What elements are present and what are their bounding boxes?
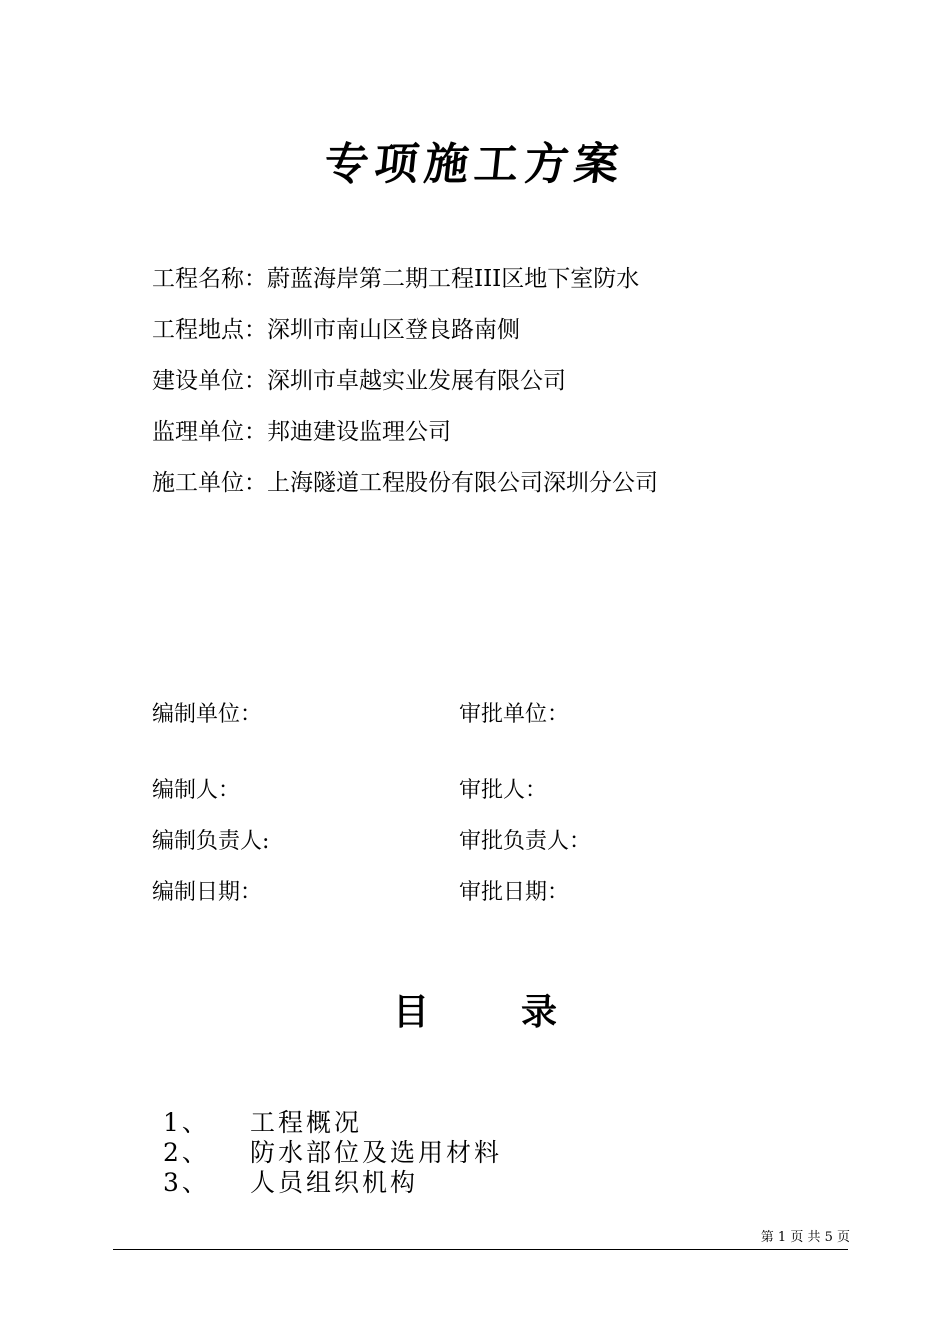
info-value: 蔚蓝海岸第二期工程III区地下室防水 [267,266,640,292]
toc-item-text: 工程概况 [250,1108,363,1137]
compile-lead-label: 编制负责人: [152,829,270,854]
info-row-supervision-unit [152,415,658,466]
toc-item-text: 人员组织机构 [250,1168,419,1197]
project-info-list [152,262,658,517]
info-label: 工程名称： [152,266,267,292]
info-label: 监理单位： [152,419,267,445]
signature-row-person [152,774,802,808]
info-row-client-unit [152,364,658,415]
signature-row-unit [152,698,802,732]
info-row-project-name [152,262,658,313]
toc-item-number: 3、 [163,1168,210,1197]
info-value: 邦迪建设监理公司 [267,419,451,445]
page-number: 第 1 页 共 5 页 [760,1230,850,1245]
info-row-project-location [152,313,658,364]
toc-item-text: 防水部位及选用材料 [250,1138,503,1167]
approve-date-label: 审批日期： [459,880,570,905]
toc-heading [0,984,950,1035]
info-label: 工程地点： [152,317,267,343]
info-label: 建设单位： [152,368,267,394]
toc-item-number: 2、 [163,1138,210,1167]
info-value: 深圳市南山区登良路南侧 [267,317,520,343]
toc-heading-left: 目 [392,991,429,1033]
signature-row-date [152,876,802,910]
compiler-label: 编制人： [152,778,241,803]
approver-label: 审批人： [459,778,548,803]
document-title: 专项施工方案 [321,139,628,190]
signature-row-lead [152,825,802,859]
approve-unit-label: 审批单位： [459,702,570,727]
signature-block [152,698,802,910]
info-value: 深圳市卓越实业发展有限公司 [267,368,566,394]
approve-lead-label: 审批负责人： [459,829,592,854]
info-row-construction-unit [152,466,658,517]
compile-unit-label: 编制单位： [152,702,263,727]
toc-item-number: 1、 [163,1108,210,1137]
footer-divider [113,1249,848,1250]
toc-heading-right: 录 [521,991,558,1033]
compile-date-label: 编制日期： [152,880,263,905]
info-label: 施工单位： [152,470,267,496]
info-value: 上海隧道工程股份有限公司深圳分公司 [267,470,658,496]
